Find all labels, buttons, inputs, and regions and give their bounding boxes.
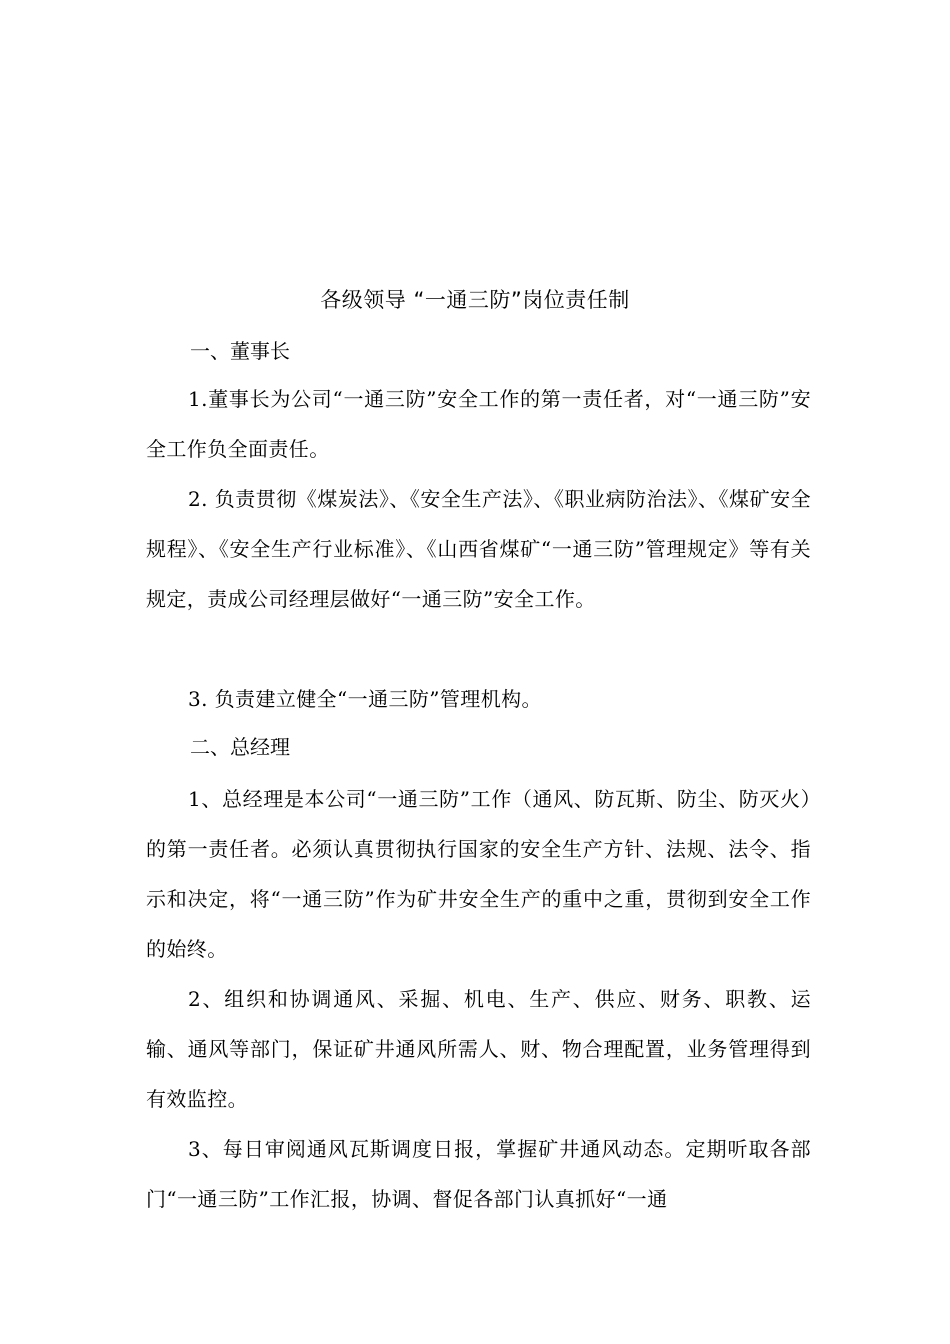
paragraph-chairman-3 — [146, 674, 811, 724]
paragraph-gm-3 — [146, 1124, 811, 1224]
document-title: 各级领导 “一通三防”岗位责任制 — [320, 288, 630, 312]
paragraph-text: 3、每日审阅通风瓦斯调度日报，掌握矿井通风动态。定期听取各部门“一通三防”工作汇报，协调、督促各部门认真抓好“一通 — [146, 1137, 811, 1211]
paragraph-chairman-1 — [146, 374, 811, 474]
paragraph-text: 2. 负责贯彻《煤炭法》、《安全生产法》、《职业病防治法》、《煤矿安全规程》、《安全生产行业标准》、《山西省煤矿“一通三防”管理规定》等有关规定，责成公司经理层做好“一通三防”安全工作。 — [146, 487, 811, 611]
paragraph-text: 1、总经理是本公司“一通三防”工作（通风、防瓦斯、防尘、防灭火）的第一责任者。必须认真贯彻执行国家的安全生产方针、法规、法令、指示和决定，将“一通三防”作为矿井安全生产的重中之重，贯彻到安全工作的始终。 — [146, 787, 811, 961]
section-heading-general-manager: 二、总经理 — [190, 735, 290, 759]
section-heading-chairman: 一、董事长 — [190, 339, 290, 363]
paragraph-gm-2 — [146, 974, 811, 1124]
paragraph-text: 1.董事长为公司“一通三防”安全工作的第一责任者，对“一通三防”安全工作负全面责任。 — [146, 387, 811, 461]
paragraph-gm-1 — [146, 774, 811, 974]
paragraph-chairman-2 — [146, 474, 811, 624]
paragraph-text: 2、组织和协调通风、采掘、机电、生产、供应、财务、职教、运输、通风等部门，保证矿井通风所需人、财、物合理配置，业务管理得到有效监控。 — [146, 987, 811, 1111]
paragraph-text: 3. 负责建立健全“一通三防”管理机构。 — [188, 687, 542, 711]
